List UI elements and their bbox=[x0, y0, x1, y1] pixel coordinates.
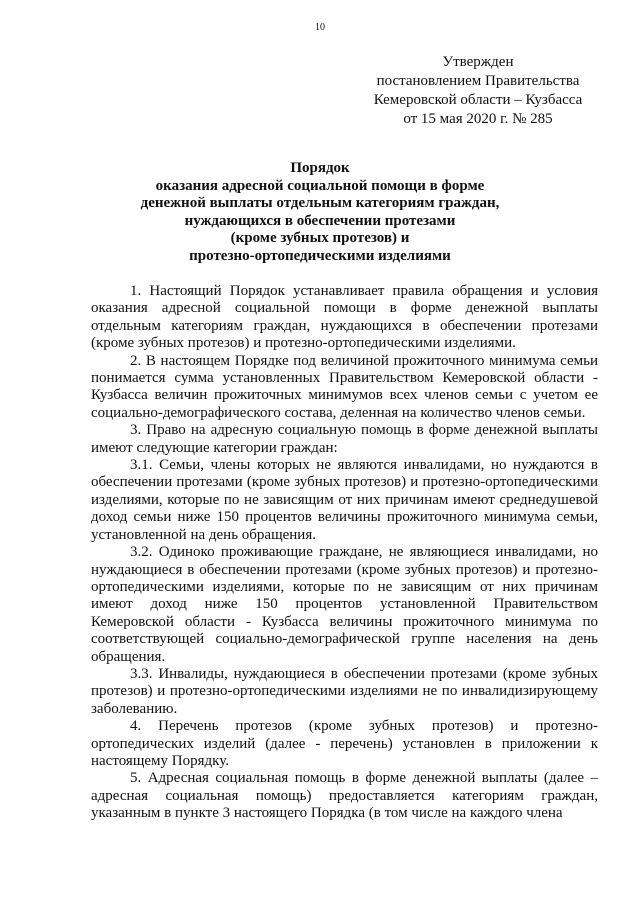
title-line: протезно-ортопедическими изделиями bbox=[189, 247, 451, 264]
paragraph-3-1: 3.1. Семьи, члены которых не являются инвалидами, но нуждаются в обеспечении протезами (кроме зубных протезов) и протезно-ортопедическими изделиями, которые по не зависящим от них причинам имеют среднедушевой доход семьи ниже 150 процентов величины прожиточного минимума семьи, установленной на день обращения. bbox=[91, 457, 598, 543]
page-number: 10 bbox=[315, 22, 325, 33]
approval-line: постановлением Правительства bbox=[376, 73, 580, 89]
paragraph-2: 2. В настоящем Порядке под величиной прожиточного минимума семьи понимается сумма установленных Правительством Кемеровской области - Кузбасса величин прожиточных минимумов всех членов семьи с учетом ее социально-демографического состава, деленная на количество членов семьи. bbox=[91, 352, 598, 421]
paragraph-5: 5. Адресная социальная помощь в форме денежной выплаты (далее – адресная социальная помощь) предоставляется категориям граждан, указанным в пункте 3 настоящего Порядка (в том числе на каждого члена bbox=[91, 770, 598, 822]
title-line: (кроме зубных протезов) и bbox=[230, 230, 410, 247]
document-body bbox=[91, 283, 598, 823]
approval-line: Кемеровской области – Кузбасса bbox=[373, 92, 583, 108]
title-line: оказания адресной социальной помощи в форме bbox=[155, 177, 485, 194]
document-title bbox=[100, 160, 540, 266]
paragraph-3: 3. Право на адресную социальную помощь в форме денежной выплаты имеют следующие категории граждан: bbox=[91, 422, 598, 456]
paragraph-1: 1. Настоящий Порядок устанавливает правила обращения и условия оказания адресной социальной помощи в форме денежной выплаты отдельным категориям граждан, нуждающихся в обеспечении протезами (кроме зубных протезов) и протезно-ортопедическими изделиями. bbox=[91, 283, 598, 352]
paragraph-3-2: 3.2. Одиноко проживающие граждане, не являющиеся инвалидами, но нуждающиеся в обеспечении протезами (кроме зубных протезов) и протезно-ортопедическими изделиями, которые по не зависящим от них причинам имеют доход ниже 150 процентов установленной Правительством Кемеровской области - Кузбасса величины прожиточного минимума по соответствующей социально-демографической группе населения на день обращения. bbox=[91, 544, 598, 665]
approval-block bbox=[358, 53, 598, 129]
title-line: нуждающихся в обеспечении протезами bbox=[184, 212, 456, 229]
paragraph-4: 4. Перечень протезов (кроме зубных протезов) и протезно-ортопедических изделий (далее - перечень) установлен в приложении к настоящему Порядку. bbox=[91, 718, 598, 769]
approval-line: от 15 мая 2020 г. № 285 bbox=[403, 111, 553, 127]
title-line: денежной выплаты отдельным категориям граждан, bbox=[140, 195, 500, 212]
title-line: Порядок bbox=[290, 160, 350, 176]
paragraph-3-3: 3.3. Инвалиды, нуждающиеся в обеспечении протезами (кроме зубных протезов) и протезно-ортопедическими изделиями не по инвалидизирующему заболеванию. bbox=[91, 665, 598, 717]
approval-line: Утвержден bbox=[442, 54, 514, 70]
